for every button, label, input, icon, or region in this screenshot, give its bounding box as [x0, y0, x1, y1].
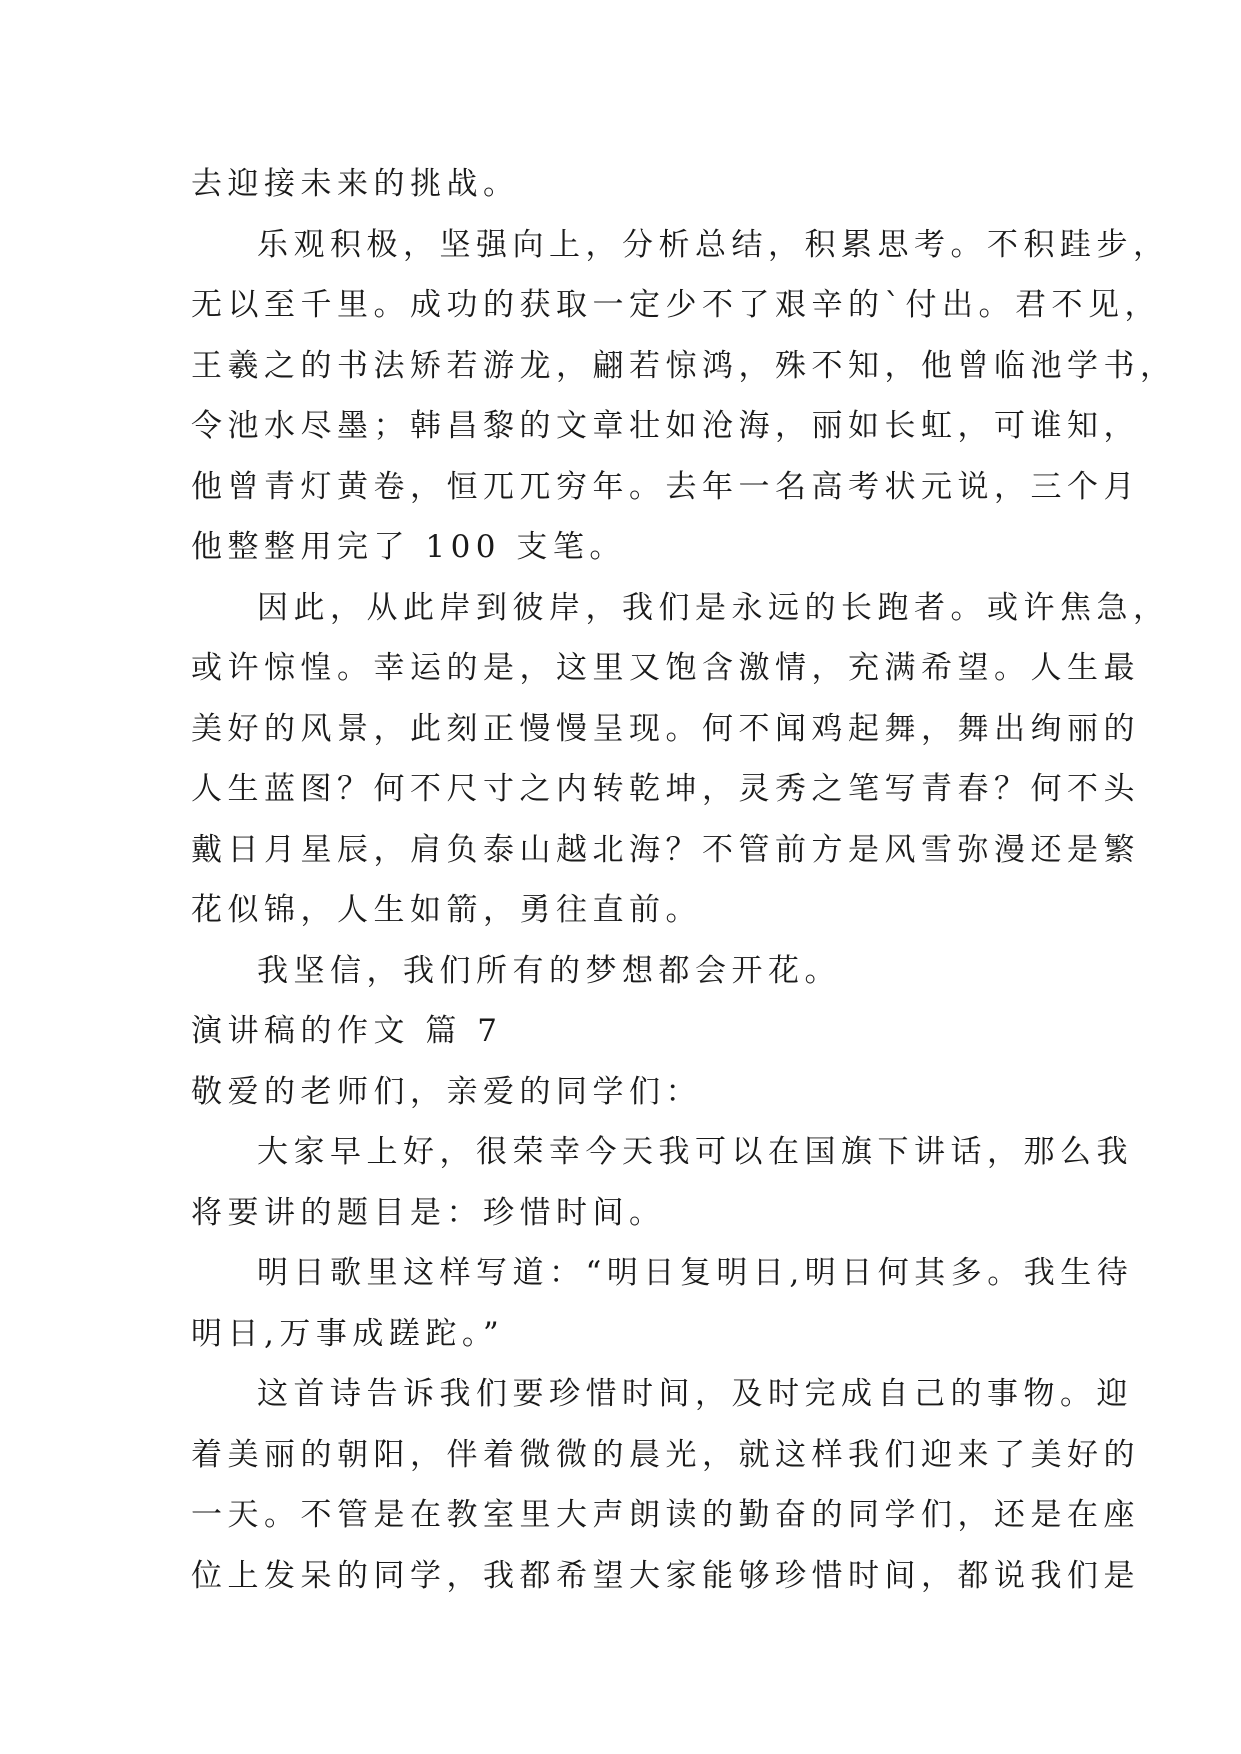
text-line: 人生蓝图？何不尺寸之内转乾坤，灵秀之笔写青春？何不头: [191, 771, 1140, 807]
text-line: 美好的风景，此刻正慢慢呈现。何不闻鸡起舞，舞出绚丽的: [191, 711, 1140, 747]
salutation: 敬爱的老师们，亲爱的同学们：: [191, 1074, 702, 1110]
text-line: 他整整用完了 100 支笔。: [191, 529, 626, 565]
text-line: 王羲之的书法矫若游龙，翩若惊鸿，殊不知，他曾临池学书，: [191, 348, 1177, 384]
paragraph-first-line: 大家早上好，很荣幸今天我可以在国旗下讲话，那么我: [257, 1134, 1133, 1170]
paragraph-first-line: 乐观积极，坚强向上，分析总结，积累思考。不积跬步，: [257, 227, 1170, 263]
text-line: 去迎接未来的挑战。: [191, 166, 520, 202]
text-line: 花似锦，人生如箭，勇往直前。: [191, 892, 702, 928]
text-line: 或许惊惶。幸运的是，这里又饱含激情，充满希望。人生最: [191, 650, 1140, 686]
text-line: 令池水尽墨；韩昌黎的文章壮如沧海，丽如长虹，可谁知，: [191, 408, 1140, 444]
paragraph-first-line: 明日歌里这样写道：“明日复明日,明日何其多。我生待: [257, 1255, 1134, 1291]
section-heading: 演讲稿的作文 篇 7: [191, 1013, 503, 1049]
text-line: 明日,万事成蹉跎。”: [191, 1316, 505, 1352]
paragraph-first-line: 这首诗告诉我们要珍惜时间，及时完成自己的事物。迎: [257, 1376, 1133, 1412]
text-line: 位上发呆的同学，我都希望大家能够珍惜时间，都说我们是: [191, 1558, 1140, 1594]
text-line: 他曾青灯黄卷，恒兀兀穷年。去年一名高考状元说，三个月: [191, 469, 1140, 505]
paragraph-first-line: 我坚信，我们所有的梦想都会开花。: [257, 953, 841, 989]
text-line: 一天。不管是在教室里大声朗读的勤奋的同学们，还是在座: [191, 1497, 1140, 1533]
text-line: 着美丽的朝阳，伴着微微的晨光，就这样我们迎来了美好的: [191, 1437, 1140, 1473]
paragraph-first-line: 因此，从此岸到彼岸，我们是永远的长跑者。或许焦急，: [257, 590, 1170, 626]
text-line: 无以至千里。成功的获取一定少不了艰辛的`付出。君不见，: [191, 287, 1161, 323]
text-line: 戴日月星辰，肩负泰山越北海？不管前方是风雪弥漫还是繁: [191, 832, 1140, 868]
text-line: 将要讲的题目是：珍惜时间。: [191, 1195, 666, 1231]
